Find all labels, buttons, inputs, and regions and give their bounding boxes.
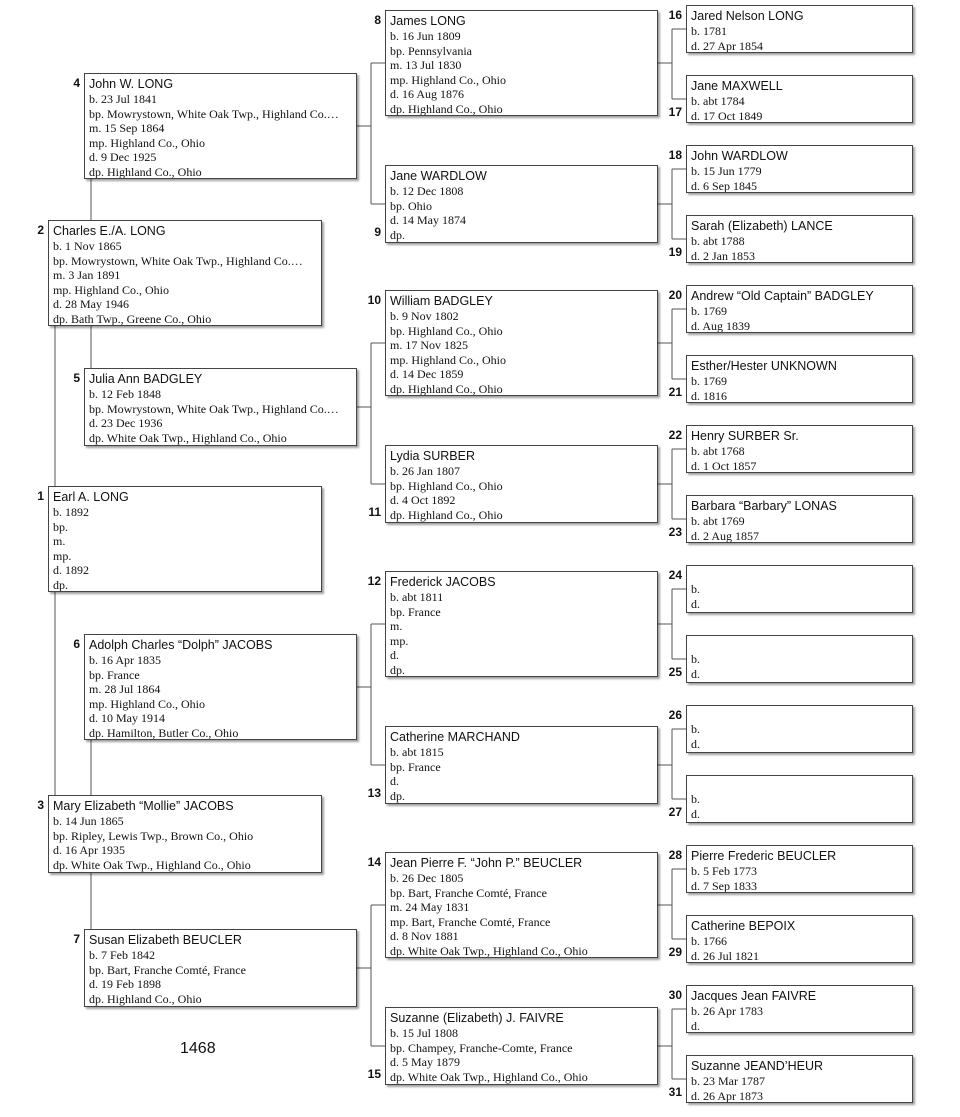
person-detail: b. 1769 [691, 374, 727, 388]
person-detail: dp. Highland Co., Ohio [89, 991, 202, 1006]
person-name: Jean Pierre F. “John P.” BEUCLER [390, 856, 583, 870]
person-detail: d. [691, 596, 700, 611]
person-detail: dp. [390, 227, 405, 242]
person-detail: b. 1 Nov 1865 [53, 239, 122, 253]
person-name: Catherine MARCHAND [390, 730, 520, 744]
person-name: John W. LONG [89, 77, 174, 91]
person-detail: d. 16 Apr 1935 [53, 843, 125, 858]
person-detail: b. abt 1788 [691, 234, 745, 248]
person-box-30[interactable] [686, 985, 913, 1033]
person-name: Jared Nelson LONG [691, 9, 804, 23]
person-detail: b. 23 Mar 1787 [691, 1074, 765, 1088]
person-detail: b. 1769 [691, 304, 727, 318]
ahnentafel-number: 13 [367, 786, 381, 800]
person-box-23[interactable] [686, 495, 913, 543]
person-detail: mp. Highland Co., Ohio [390, 72, 506, 87]
person-detail: b. 1781 [691, 24, 727, 38]
person-name: Esther/Hester UNKNOWN [691, 359, 837, 373]
person-detail: bp. France [390, 759, 441, 774]
person-detail: d. 23 Dec 1936 [89, 416, 163, 431]
person-box-12[interactable] [385, 571, 658, 677]
ahnentafel-number: 28 [668, 848, 682, 862]
person-detail: d. 17 Oct 1849 [691, 108, 763, 123]
person-box-20[interactable] [686, 285, 913, 333]
person-box-19[interactable] [686, 215, 913, 263]
person-box-13[interactable] [385, 726, 658, 804]
ahnentafel-number: 31 [668, 1085, 682, 1099]
person-name: Jane MAXWELL [691, 79, 783, 93]
person-detail: dp. Hamilton, Butler Co., Ohio [89, 725, 239, 740]
person-name: James LONG [390, 14, 466, 28]
person-detail: bp. Mowrystown, White Oak Twp., Highland Co.… [89, 401, 339, 416]
ahnentafel-number: 3 [37, 798, 44, 812]
person-name [691, 778, 908, 792]
person-detail: d. 1892 [53, 563, 89, 578]
person-box-10[interactable] [385, 290, 658, 396]
person-detail: mp. Highland Co., Ohio [89, 696, 205, 711]
person-box-11[interactable] [385, 445, 658, 523]
ahnentafel-number: 24 [668, 568, 682, 582]
person-name: Suzanne JEAND’HEUR [691, 1059, 823, 1073]
person-detail: dp. Highland Co., Ohio [390, 101, 503, 116]
person-detail: m. [53, 534, 66, 549]
person-detail: bp. [53, 519, 68, 534]
person-detail: b. [691, 722, 700, 736]
person-name: Susan Elizabeth BEUCLER [89, 933, 242, 947]
person-detail: dp. White Oak Twp., Highland Co., Ohio [390, 1069, 588, 1084]
person-detail: mp. Highland Co., Ohio [53, 282, 169, 297]
person-detail: mp. [53, 548, 72, 563]
person-detail: bp. Ohio [390, 198, 432, 213]
ahnentafel-number: 25 [668, 665, 682, 679]
person-detail: b. 14 Jun 1865 [53, 814, 124, 828]
person-detail: bp. Mowrystown, White Oak Twp., Highland Co.… [89, 106, 339, 121]
ahnentafel-number: 7 [73, 932, 80, 946]
person-detail: d. [691, 1018, 700, 1033]
person-detail: d. 1816 [691, 388, 727, 403]
ahnentafel-number: 14 [367, 855, 381, 869]
person-name: Frederick JACOBS [390, 575, 496, 589]
person-detail: d. 7 Sep 1833 [691, 878, 757, 893]
person-detail: d. 8 Nov 1881 [390, 929, 459, 944]
page-number: 1468 [180, 1040, 216, 1057]
person-box-16[interactable] [686, 5, 913, 53]
person-detail: mp. Highland Co., Ohio [390, 352, 506, 367]
person-name: John WARDLOW [691, 149, 788, 163]
ahnentafel-number: 29 [668, 945, 682, 959]
person-detail: d. 28 May 1946 [53, 297, 129, 312]
person-box-9[interactable] [385, 165, 658, 243]
person-detail: m. 13 Jul 1830 [390, 58, 462, 73]
person-detail: b. 1892 [53, 505, 89, 519]
ahnentafel-number: 23 [668, 525, 682, 539]
person-name: Catherine BEPOIX [691, 919, 796, 933]
ahnentafel-number: 17 [668, 105, 682, 119]
person-box-7[interactable] [84, 929, 357, 1007]
person-detail: d. 1 Oct 1857 [691, 458, 757, 473]
person-detail: d. [691, 806, 700, 821]
person-detail: b. 12 Dec 1808 [390, 184, 464, 198]
person-name: Julia Ann BADGLEY [89, 372, 203, 386]
person-detail: mp. Highland Co., Ohio [89, 135, 205, 150]
ahnentafel-number: 20 [668, 288, 682, 302]
person-detail: d. 14 Dec 1859 [390, 367, 464, 382]
person-detail: b. abt 1784 [691, 94, 745, 108]
person-box-28[interactable] [686, 845, 913, 893]
person-detail: d. 10 May 1914 [89, 711, 165, 726]
person-detail: b. abt 1815 [390, 745, 444, 759]
person-name: Jane WARDLOW [390, 169, 487, 183]
person-box-22[interactable] [686, 425, 913, 473]
person-name: Jacques Jean FAIVRE [691, 989, 817, 1003]
person-detail: d. [691, 736, 700, 751]
person-detail: d. 16 Aug 1876 [390, 87, 465, 102]
person-detail: b. 23 Jul 1841 [89, 92, 158, 106]
person-detail: b. 15 Jun 1779 [691, 164, 762, 178]
person-detail: b. 26 Jan 1807 [390, 464, 460, 478]
ahnentafel-number: 27 [668, 805, 682, 819]
person-name: Suzanne (Elizabeth) J. FAIVRE [390, 1011, 564, 1025]
person-detail: bp. France [390, 604, 441, 619]
person-box-18[interactable] [686, 145, 913, 193]
person-detail: d. 6 Sep 1845 [691, 178, 757, 193]
person-detail: bp. Bart, Franche Comté, France [390, 885, 547, 900]
person-detail: d. 2 Jan 1853 [691, 248, 755, 263]
person-detail: m. [390, 619, 403, 634]
person-box-4[interactable] [84, 73, 357, 179]
person-detail: b. [691, 582, 700, 596]
person-detail: bp. Pennsylvania [390, 43, 472, 58]
person-box-15[interactable] [385, 1007, 658, 1085]
person-name: William BADGLEY [390, 294, 493, 308]
person-box-14[interactable] [385, 852, 658, 958]
person-name: Henry SURBER Sr. [691, 429, 799, 443]
person-box-1[interactable] [48, 486, 322, 592]
person-box-8[interactable] [385, 10, 658, 116]
person-box-17[interactable] [686, 75, 913, 123]
person-name: Mary Elizabeth “Mollie” JACOBS [53, 799, 234, 813]
person-box-2[interactable] [48, 220, 322, 326]
person-detail: d. 27 Apr 1854 [691, 38, 763, 53]
ahnentafel-number: 15 [367, 1067, 381, 1081]
person-name: Charles E./A. LONG [53, 224, 166, 238]
person-name: Earl A. LONG [53, 490, 129, 504]
ahnentafel-number: 11 [368, 505, 381, 519]
person-detail: b. 9 Nov 1802 [390, 309, 459, 323]
person-detail: dp. [390, 662, 405, 677]
person-box-21[interactable] [686, 355, 913, 403]
ahnentafel-number: 19 [668, 245, 682, 259]
person-detail: dp. Bath Twp., Greene Co., Ohio [53, 311, 212, 326]
person-detail: b. 12 Feb 1848 [89, 387, 161, 401]
ahnentafel-number: 8 [374, 13, 381, 27]
person-name: Pierre Frederic BEUCLER [691, 849, 837, 863]
person-detail: m. 3 Jan 1891 [53, 268, 121, 283]
person-detail: b. [691, 792, 700, 806]
person-detail: d. [691, 666, 700, 681]
person-detail: mp. Bart, Franche Comté, France [390, 914, 551, 929]
person-detail: b. 5 Feb 1773 [691, 864, 757, 878]
person-box-25[interactable] [686, 635, 913, 683]
person-detail: d. Aug 1839 [691, 318, 751, 333]
person-detail: b. 7 Feb 1842 [89, 948, 155, 962]
person-detail: b. 26 Apr 1783 [691, 1004, 763, 1018]
person-detail: dp. Highland Co., Ohio [89, 164, 202, 179]
person-name [691, 708, 908, 722]
person-detail: d. 26 Jul 1821 [691, 948, 760, 963]
person-detail: d. 2 Aug 1857 [691, 528, 760, 543]
ahnentafel-number: 9 [374, 225, 381, 239]
person-name: Sarah (Elizabeth) LANCE [691, 219, 833, 233]
person-detail: b. abt 1811 [390, 590, 444, 604]
person-detail: b. 16 Apr 1835 [89, 653, 161, 667]
ahnentafel-number: 2 [37, 223, 44, 237]
person-detail: bp. Highland Co., Ohio [390, 478, 503, 493]
person-detail: b. 16 Jun 1809 [390, 29, 461, 43]
person-detail: dp. White Oak Twp., Highland Co., Ohio [89, 430, 287, 445]
person-name [691, 638, 908, 652]
ahnentafel-number: 10 [367, 293, 381, 307]
ahnentafel-number: 16 [668, 8, 682, 22]
person-detail: dp. Highland Co., Ohio [390, 381, 503, 396]
person-detail: dp. [53, 577, 68, 592]
person-detail: bp. France [89, 667, 140, 682]
person-detail: b. 1766 [691, 934, 727, 948]
person-detail: b. 15 Jul 1808 [390, 1026, 459, 1040]
ahnentafel-number: 30 [668, 988, 682, 1002]
person-detail: m. 24 May 1831 [390, 900, 470, 915]
ahnentafel-number: 1 [37, 489, 44, 503]
person-detail: m. 15 Sep 1864 [89, 121, 165, 136]
ahnentafel-number: 22 [668, 428, 682, 442]
person-detail: bp. Ripley, Lewis Twp., Brown Co., Ohio [53, 828, 254, 843]
person-detail: b. 26 Dec 1805 [390, 871, 464, 885]
person-box-6[interactable] [84, 634, 357, 740]
person-detail: m. 17 Nov 1825 [390, 338, 468, 353]
person-detail: dp. [390, 788, 405, 803]
ahnentafel-number: 12 [367, 574, 381, 588]
person-detail: d. 5 May 1879 [390, 1055, 460, 1070]
person-detail: d. 9 Dec 1925 [89, 150, 157, 165]
person-detail: b. abt 1769 [691, 514, 745, 528]
person-detail: dp. White Oak Twp., Highland Co., Ohio [390, 943, 588, 958]
person-box-29[interactable] [686, 915, 913, 963]
person-detail: d. 26 Apr 1873 [691, 1088, 763, 1103]
person-detail: bp. Champey, Franche-Comte, France [390, 1040, 573, 1055]
person-name: Adolph Charles “Dolph” JACOBS [89, 638, 273, 652]
person-detail: d. 4 Oct 1892 [390, 493, 456, 508]
person-detail: bp. Bart, Franche Comté, France [89, 962, 246, 977]
person-name [691, 568, 908, 582]
person-box-5[interactable] [84, 368, 357, 446]
person-detail: b. [691, 652, 700, 666]
person-detail: d. [390, 774, 399, 789]
person-detail: m. 28 Jul 1864 [89, 682, 161, 697]
person-name: Andrew “Old Captain” BADGLEY [691, 289, 874, 303]
person-detail: b. abt 1768 [691, 444, 745, 458]
person-detail: d. 14 May 1874 [390, 213, 466, 228]
ahnentafel-number: 26 [668, 708, 682, 722]
person-name: Barbara “Barbary” LONAS [691, 499, 837, 513]
person-detail: d. 19 Feb 1898 [89, 977, 161, 992]
person-box-26[interactable] [686, 705, 913, 753]
person-box-27[interactable] [686, 775, 913, 823]
ahnentafel-number: 5 [73, 371, 80, 385]
person-detail: d. [390, 648, 399, 663]
person-detail: dp. Highland Co., Ohio [390, 507, 503, 522]
ahnentafel-number: 4 [73, 76, 80, 90]
person-detail: dp. White Oak Twp., Highland Co., Ohio [53, 857, 251, 872]
ahnentafel-number: 18 [668, 148, 682, 162]
person-detail: mp. [390, 633, 409, 648]
ahnentafel-number: 21 [668, 385, 682, 399]
person-box-3[interactable] [48, 795, 322, 873]
person-name: Lydia SURBER [390, 449, 475, 463]
person-detail: bp. Mowrystown, White Oak Twp., Highland Co.… [53, 253, 303, 268]
person-detail: bp. Highland Co., Ohio [390, 323, 503, 338]
ahnentafel-number: 6 [73, 637, 80, 651]
person-box-24[interactable] [686, 565, 913, 613]
person-box-31[interactable] [686, 1055, 913, 1103]
